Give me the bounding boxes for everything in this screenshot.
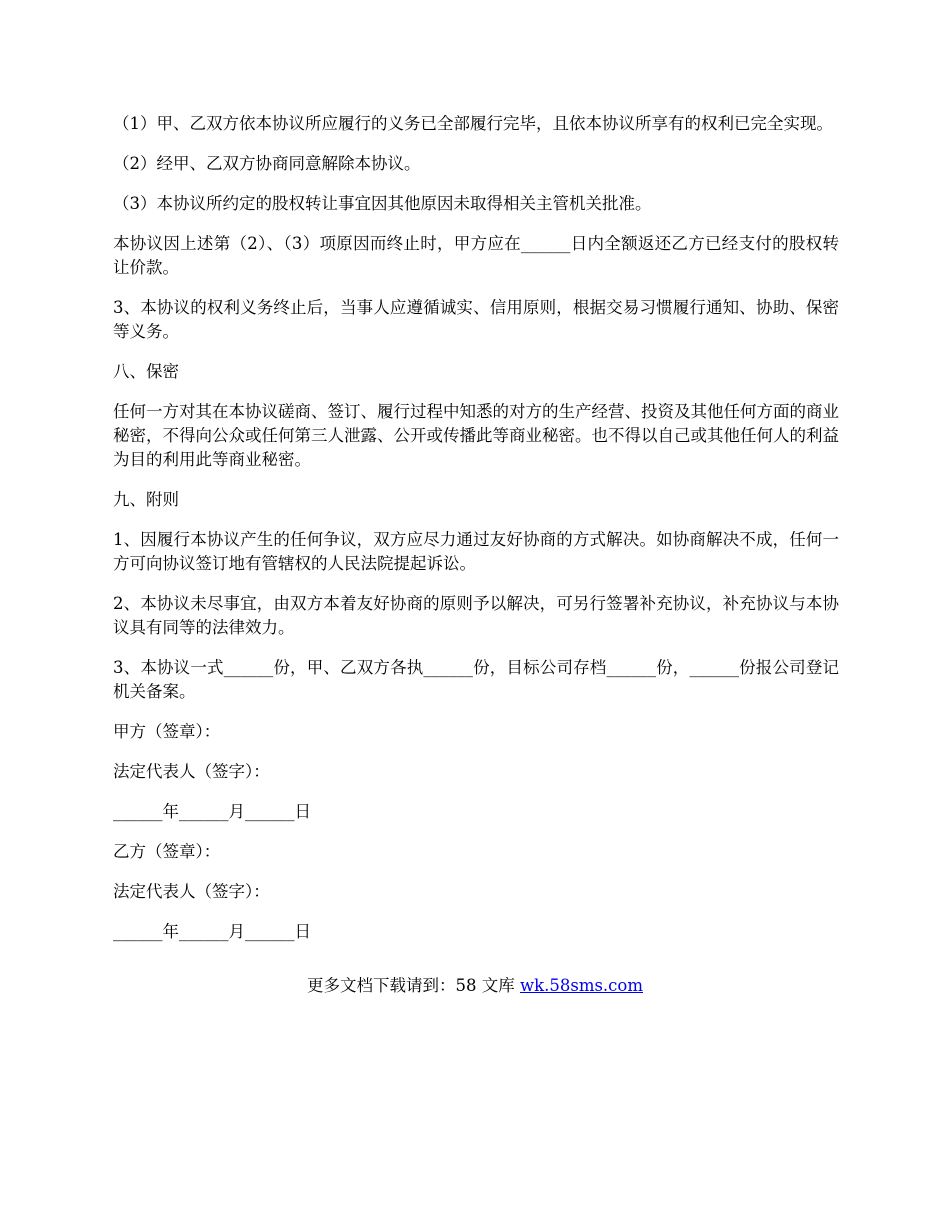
download-footer	[0, 974, 950, 998]
clause-copies: 3、本协议一式______份，甲、乙双方各执______份，目标公司存档______份，______份报公司登记机关备案。	[113, 658, 839, 701]
document-body	[113, 112, 839, 960]
footer-link[interactable]: wk.58sms.com	[519, 976, 643, 995]
clause-refund: 本协议因上述第（2）、（3）项原因而终止时，甲方应在______日内全额返还乙方已经支付的股权转让价款。	[113, 234, 839, 277]
party-b-seal-line: 乙方（签章）：	[113, 842, 221, 861]
party-a-representative-line: 法定代表人（签字）：	[113, 762, 270, 781]
party-a-seal-line: 甲方（签章）：	[113, 722, 221, 741]
clause-termination-3: （3）本协议所约定的股权转让事宜因其他原因未取得相关主管机关批准。	[113, 194, 652, 213]
clause-termination-1: （1）甲、乙双方依本协议所应履行的义务已全部履行完毕，且依本协议所享有的权利已完全实现。	[113, 114, 833, 133]
party-b-representative-line: 法定代表人（签字）：	[113, 882, 270, 901]
party-b-date-line: ______年______月______日	[113, 922, 311, 941]
party-a-date-line: ______年______月______日	[113, 802, 311, 821]
clause-confidentiality: 任何一方对其在本协议磋商、签订、履行过程中知悉的对方的生产经营、投资及其他任何方面的商业秘密，不得向公众或任何第三人泄露、公开或传播此等商业秘密。也不得以自己或其他任何人的利益为目的利用此等商业秘密。	[113, 402, 839, 469]
clause-supplementary-agreement: 2、本协议未尽事宜，由双方本着友好协商的原则予以解决，可另行签署补充协议，补充协议与本协议具有同等的法律效力。	[113, 594, 839, 637]
footer-text: 更多文档下载请到：58 文库	[306, 976, 520, 995]
section-heading-supplementary: 九、附则	[113, 490, 179, 509]
section-heading-confidentiality: 八、保密	[113, 362, 179, 381]
clause-post-termination: 3、本协议的权利义务终止后，当事人应遵循诚实、信用原则，根据交易习惯履行通知、协助、保密等义务。	[113, 298, 839, 341]
clause-dispute: 1、因履行本协议产生的任何争议，双方应尽力通过友好协商的方式解决。如协商解决不成，任何一方可向协议签订地有管辖权的人民法院提起诉讼。	[113, 530, 839, 573]
clause-termination-2: （2）经甲、乙双方协商同意解除本协议。	[113, 154, 421, 173]
